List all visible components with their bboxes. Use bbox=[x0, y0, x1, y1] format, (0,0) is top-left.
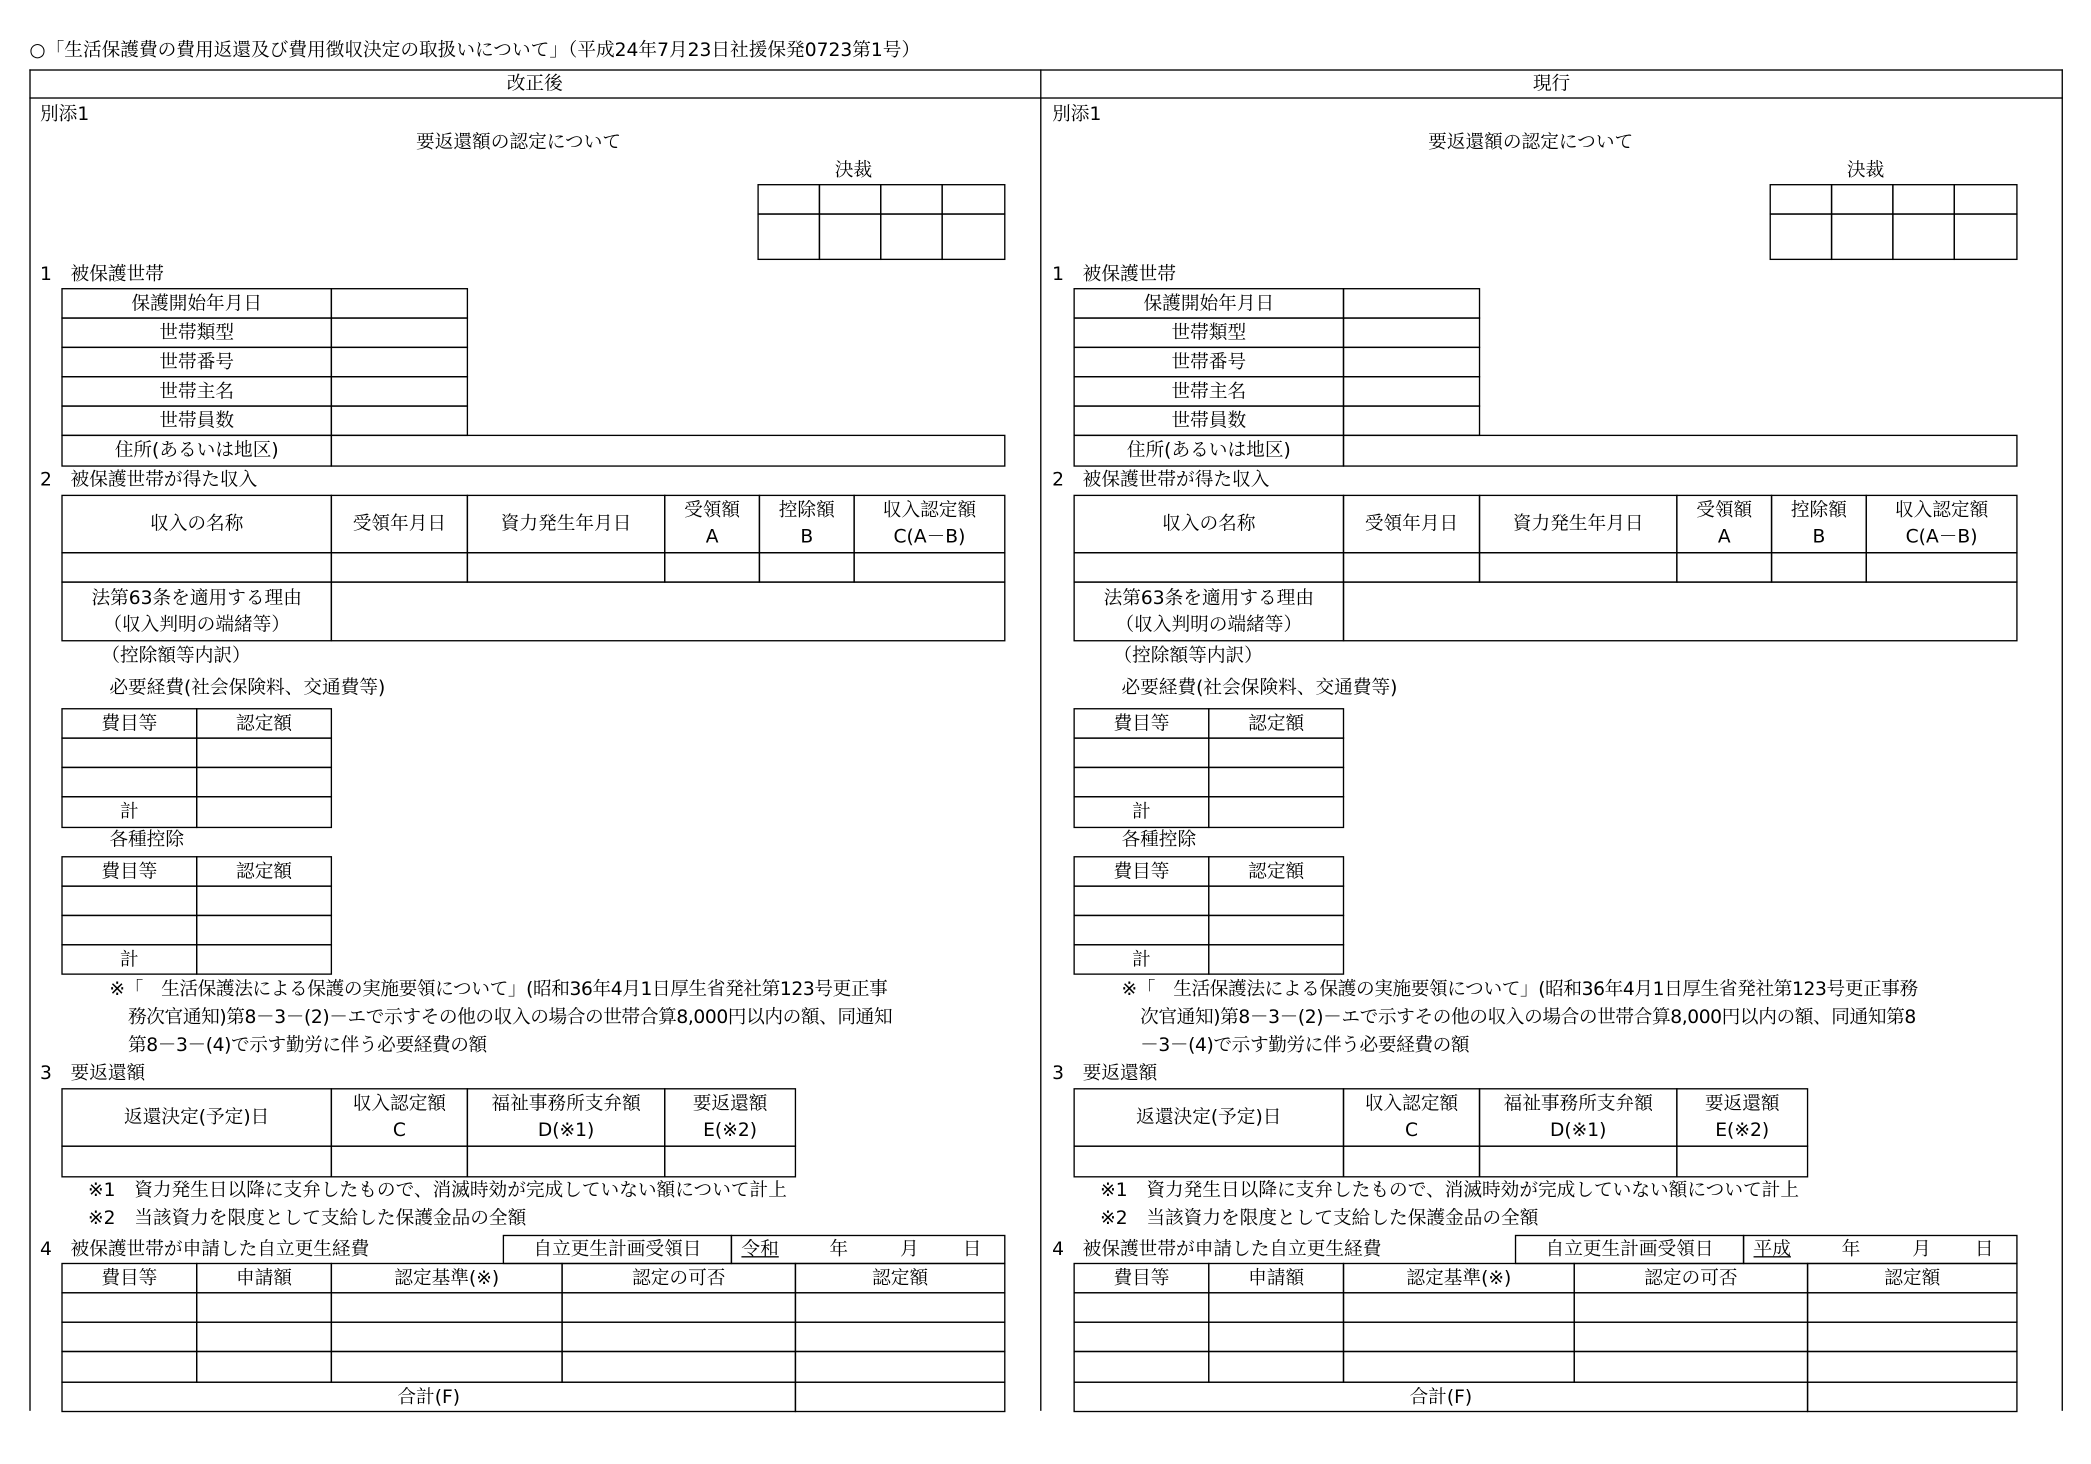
deductions-table-header-item: 費目等 bbox=[61, 856, 197, 887]
expense-table-cell[interactable] bbox=[1208, 1292, 1344, 1323]
expense-total-label: 合計(F) bbox=[61, 1382, 796, 1413]
repayment-note: ※1 資力発生日以降に支弁したもので、消滅時効が完成していない額について計上 bbox=[1100, 1180, 1799, 1202]
repayment-table-header: 要返還額 E(※2) bbox=[1676, 1088, 1808, 1147]
section-4-heading: 4 被保護世帯が申請した自立更生経費 bbox=[1052, 1238, 1382, 1261]
income-table-cell[interactable] bbox=[853, 552, 1005, 583]
expense-table-cell[interactable] bbox=[331, 1292, 563, 1323]
deductions-table-amount-cell[interactable] bbox=[196, 944, 332, 975]
article-63-reason-value[interactable] bbox=[1343, 581, 2018, 641]
income-table-header: 資力発生年月日 bbox=[467, 495, 666, 554]
frame-right-border bbox=[2062, 69, 2063, 1411]
income-table-header: 収入の名称 bbox=[1073, 495, 1344, 554]
income-table-header: 収入の名称 bbox=[61, 495, 332, 554]
expense-table-cell[interactable] bbox=[196, 1321, 332, 1352]
expense-total-value[interactable] bbox=[1807, 1382, 2018, 1413]
expense-table-cell[interactable] bbox=[795, 1321, 1006, 1352]
deductions-table-header-item: 費目等 bbox=[1073, 856, 1209, 887]
expense-table-header: 申請額 bbox=[196, 1263, 332, 1294]
income-table-header: 受領年月日 bbox=[1343, 495, 1480, 554]
repayment-table-cell[interactable] bbox=[467, 1145, 666, 1177]
expense-table-cell[interactable] bbox=[196, 1351, 332, 1383]
approval-stamp-cell[interactable] bbox=[1770, 213, 1833, 260]
column-header-current: 現行 bbox=[1532, 73, 1571, 95]
expenses-table-amount-cell[interactable] bbox=[1208, 796, 1344, 828]
income-table-header: 控除額 B bbox=[759, 495, 855, 554]
article-63-reason-label: 法第63条を適用する理由 （収入判明の端緒等） bbox=[1073, 581, 1344, 641]
deductions-table-item-cell: 計 bbox=[61, 944, 197, 975]
expense-table-header: 認定の可否 bbox=[561, 1263, 796, 1294]
expense-table-cell[interactable] bbox=[1208, 1321, 1344, 1352]
expense-table-header: 費目等 bbox=[1073, 1263, 1209, 1294]
repayment-table-cell[interactable] bbox=[664, 1145, 796, 1177]
approval-label: 決裁 bbox=[1846, 160, 1885, 182]
era-label: 平成 bbox=[1753, 1238, 1791, 1261]
expenses-table-amount-cell[interactable] bbox=[1208, 767, 1344, 798]
expenses-table-header-amount: 認定額 bbox=[1208, 708, 1344, 739]
expense-total-value[interactable] bbox=[795, 1382, 1006, 1413]
note-line: ※「 生活保護法による保護の実施要領について」(昭和36年4月1日厚生省発社第123号更正事 bbox=[109, 978, 888, 1001]
expense-table-cell[interactable] bbox=[1343, 1351, 1575, 1383]
expenses-table-header-amount: 認定額 bbox=[196, 708, 332, 739]
repayment-table-header: 福祉事務所支弁額 D(※1) bbox=[467, 1088, 666, 1147]
expense-table-cell[interactable] bbox=[331, 1321, 563, 1352]
expenses-table-header-item: 費目等 bbox=[61, 708, 197, 739]
expense-table-header: 認定の可否 bbox=[1574, 1263, 1809, 1294]
approval-stamp-cell[interactable] bbox=[880, 213, 943, 260]
form-title: 要返還額の認定について bbox=[416, 132, 622, 154]
approval-stamp-cell[interactable] bbox=[1831, 213, 1894, 260]
expense-table-cell[interactable] bbox=[561, 1351, 796, 1383]
note-line: 次官通知)第8－3－(2)－エで示すその他の収入の場合の世帯合算8,000円以内の額、同通知第8 bbox=[1140, 1006, 1916, 1029]
household-field-label: 保護開始年月日 bbox=[1073, 288, 1344, 319]
expense-table-cell[interactable] bbox=[1073, 1351, 1209, 1383]
deductions-table-header-amount: 認定額 bbox=[196, 856, 332, 887]
section-3-heading: 3 要返還額 bbox=[40, 1062, 146, 1085]
income-table-cell[interactable] bbox=[1676, 552, 1772, 583]
deductions-table-item-cell[interactable] bbox=[61, 885, 197, 916]
income-table-header: 控除額 B bbox=[1771, 495, 1867, 554]
approval-stamp-cell[interactable] bbox=[819, 213, 882, 260]
section-1-heading: 1 被保護世帯 bbox=[1052, 264, 1177, 286]
deductions-table-item-cell: 計 bbox=[1073, 944, 1209, 975]
household-field-value[interactable] bbox=[1343, 288, 1480, 319]
approval-stamp-cell[interactable] bbox=[1954, 213, 2018, 260]
note-line: 第8－3－(4)で示す勤労に伴う必要経費の額 bbox=[128, 1034, 487, 1057]
deductions-table-header-amount: 認定額 bbox=[1208, 856, 1344, 887]
expense-table-cell[interactable] bbox=[1574, 1321, 1809, 1352]
household-field-value[interactable] bbox=[1343, 405, 1480, 436]
approval-stamp-cell[interactable] bbox=[757, 213, 820, 260]
expense-table-header: 申請額 bbox=[1208, 1263, 1344, 1294]
household-field-label: 世帯類型 bbox=[1073, 317, 1344, 348]
expense-total-label: 合計(F) bbox=[1073, 1382, 1808, 1413]
expenses-table-amount-cell[interactable] bbox=[196, 737, 332, 768]
repayment-table-header: 収入認定額 C bbox=[331, 1088, 468, 1147]
income-table-cell[interactable] bbox=[331, 552, 468, 583]
household-field-value[interactable] bbox=[1343, 347, 1480, 378]
expenses-table-amount-cell[interactable] bbox=[196, 767, 332, 798]
approval-stamp-cell[interactable] bbox=[1892, 213, 1955, 260]
expenses-table-item-cell: 計 bbox=[1073, 796, 1209, 828]
income-table-header: 収入認定額 C(A－B) bbox=[1866, 495, 2018, 554]
approval-stamp-cell[interactable] bbox=[1892, 184, 1955, 215]
expense-table-cell[interactable] bbox=[795, 1351, 1006, 1383]
expense-table-cell[interactable] bbox=[61, 1292, 197, 1323]
repayment-table-cell[interactable] bbox=[331, 1145, 468, 1177]
article-63-reason-label: 法第63条を適用する理由 （収入判明の端緒等） bbox=[61, 581, 332, 641]
address-label: 住所(あるいは地区) bbox=[1073, 435, 1344, 467]
repayment-table-header: 福祉事務所支弁額 D(※1) bbox=[1479, 1088, 1678, 1147]
note-line: ※「 生活保護法による保護の実施要領について」(昭和36年4月1日厚生省発社第123号更正事務 bbox=[1121, 978, 1918, 1001]
income-table-cell[interactable] bbox=[1073, 552, 1344, 583]
deductions-table-amount-cell[interactable] bbox=[1208, 944, 1344, 975]
income-table-cell[interactable] bbox=[1866, 552, 2018, 583]
form-title: 要返還額の認定について bbox=[1428, 132, 1634, 154]
income-table-cell[interactable] bbox=[1771, 552, 1867, 583]
address-value[interactable] bbox=[331, 435, 1006, 467]
expense-table-cell[interactable] bbox=[1343, 1292, 1575, 1323]
deductions-table-item-cell[interactable] bbox=[1073, 885, 1209, 916]
household-field-label: 世帯類型 bbox=[61, 317, 332, 348]
expenses-table-item-cell[interactable] bbox=[61, 767, 197, 798]
month-label: 月 bbox=[1912, 1238, 1931, 1261]
income-table-cell[interactable] bbox=[759, 552, 855, 583]
household-field-label: 世帯主名 bbox=[61, 376, 332, 407]
address-label: 住所(あるいは地区) bbox=[61, 435, 332, 467]
expense-table-cell[interactable] bbox=[1574, 1351, 1809, 1383]
repayment-table-cell[interactable] bbox=[1676, 1145, 1808, 1177]
income-table-cell[interactable] bbox=[1343, 552, 1480, 583]
repayment-table-cell[interactable] bbox=[1479, 1145, 1678, 1177]
section-1-heading: 1 被保護世帯 bbox=[40, 264, 164, 286]
approval-label: 決裁 bbox=[834, 160, 873, 182]
approval-stamp-cell[interactable] bbox=[941, 213, 1005, 260]
household-field-value[interactable] bbox=[1343, 317, 1480, 348]
deduction-breakdown-label: （控除額等内訳） bbox=[1113, 645, 1263, 667]
expenses-table-amount-cell[interactable] bbox=[196, 796, 332, 828]
household-field-label: 世帯番号 bbox=[1073, 347, 1344, 378]
deductions-table-item-cell[interactable] bbox=[1073, 915, 1209, 946]
expenses-table-amount-cell[interactable] bbox=[1208, 737, 1344, 768]
repayment-table-header: 要返還額 E(※2) bbox=[664, 1088, 796, 1147]
income-table-header: 収入認定額 C(A－B) bbox=[853, 495, 1005, 554]
household-field-label: 世帯番号 bbox=[61, 347, 332, 378]
income-table-cell[interactable] bbox=[61, 552, 332, 583]
household-field-label: 世帯員数 bbox=[61, 405, 332, 436]
approval-stamp-cell[interactable] bbox=[757, 184, 820, 215]
section-4-heading: 4 被保護世帯が申請した自立更生経費 bbox=[40, 1238, 370, 1261]
expense-table-cell[interactable] bbox=[795, 1292, 1006, 1323]
household-field-label: 保護開始年月日 bbox=[61, 288, 332, 319]
deductions-table-amount-cell[interactable] bbox=[1208, 915, 1344, 946]
day-label: 日 bbox=[1974, 1238, 1994, 1261]
section-2-heading: 2 被保護世帯が得た収入 bbox=[1052, 469, 1270, 491]
section-2-heading: 2 被保護世帯が得た収入 bbox=[40, 469, 258, 491]
column-divider bbox=[1040, 69, 1041, 1411]
repayment-table-cell[interactable] bbox=[61, 1145, 332, 1177]
deductions-table-amount-cell[interactable] bbox=[196, 915, 332, 946]
income-table-cell[interactable] bbox=[467, 552, 666, 583]
expense-table-cell[interactable] bbox=[61, 1351, 197, 1383]
section-3-heading: 3 要返還額 bbox=[1052, 1062, 1158, 1085]
approval-stamp-cell[interactable] bbox=[819, 184, 882, 215]
household-field-label: 世帯主名 bbox=[1073, 376, 1344, 407]
day-label: 日 bbox=[962, 1238, 982, 1261]
article-63-reason-value[interactable] bbox=[331, 581, 1006, 641]
household-field-value[interactable] bbox=[331, 347, 468, 378]
approval-stamp-cell[interactable] bbox=[1954, 184, 2018, 215]
income-table-header: 受領年月日 bbox=[331, 495, 468, 554]
income-table-header: 受領額 A bbox=[1676, 495, 1772, 554]
year-label: 年 bbox=[829, 1238, 849, 1261]
frame-left-border bbox=[29, 69, 30, 1411]
expense-table-cell[interactable] bbox=[1208, 1351, 1344, 1383]
expenses-table-item-cell: 計 bbox=[61, 796, 197, 828]
approval-stamp-cell[interactable] bbox=[1770, 184, 1833, 215]
income-table-header: 資力発生年月日 bbox=[1479, 495, 1678, 554]
repayment-note: ※1 資力発生日以降に支弁したもので、消滅時効が完成していない額について計上 bbox=[88, 1180, 787, 1202]
expense-table-header: 認定額 bbox=[795, 1263, 1006, 1294]
expense-table-cell[interactable] bbox=[1807, 1321, 2018, 1352]
expense-table-cell[interactable] bbox=[561, 1292, 796, 1323]
repayment-table-cell[interactable] bbox=[1073, 1145, 1344, 1177]
income-table-header: 受領額 A bbox=[664, 495, 760, 554]
address-value[interactable] bbox=[1343, 435, 2018, 467]
expenses-table-item-cell[interactable] bbox=[1073, 767, 1209, 798]
expense-table-cell[interactable] bbox=[561, 1321, 796, 1352]
approval-stamp-cell[interactable] bbox=[880, 184, 943, 215]
necessary-expenses-label: 必要経費(社会保険料、交通費等) bbox=[1121, 677, 1398, 699]
expense-table-cell[interactable] bbox=[1574, 1292, 1809, 1323]
expense-table-cell[interactable] bbox=[1343, 1321, 1575, 1352]
note-line: －3－(4)で示す勤労に伴う必要経費の額 bbox=[1140, 1034, 1470, 1057]
attachment-label: 別添1 bbox=[1052, 104, 1102, 126]
attachment-label: 別添1 bbox=[40, 104, 90, 126]
repayment-note: ※2 当該資力を限度として支給した保護金品の全額 bbox=[88, 1208, 527, 1230]
deductions-table-item-cell[interactable] bbox=[61, 915, 197, 946]
expense-table-header: 認定基準(※) bbox=[331, 1263, 563, 1294]
repayment-table-header: 返還決定(予定)日 bbox=[61, 1088, 332, 1147]
repayment-table-header: 収入認定額 C bbox=[1343, 1088, 1480, 1147]
household-field-value[interactable] bbox=[1343, 376, 1480, 407]
repayment-table-cell[interactable] bbox=[1343, 1145, 1480, 1177]
header-row-border bbox=[29, 97, 2063, 98]
household-field-value[interactable] bbox=[331, 317, 468, 348]
household-field-value[interactable] bbox=[331, 376, 468, 407]
year-label: 年 bbox=[1841, 1238, 1861, 1261]
expense-table-cell[interactable] bbox=[61, 1321, 197, 1352]
plan-receipt-date-label: 自立更生計画受領日 bbox=[1515, 1235, 1744, 1264]
frame-top-border bbox=[29, 69, 2063, 70]
month-label: 月 bbox=[900, 1238, 919, 1261]
note-line: 務次官通知)第8－3－(2)－エで示すその他の収入の場合の世帯合算8,000円以内の額、同通知 bbox=[128, 1006, 893, 1029]
expense-table-cell[interactable] bbox=[1807, 1351, 2018, 1383]
expense-table-header: 費目等 bbox=[61, 1263, 197, 1294]
necessary-expenses-label: 必要経費(社会保険料、交通費等) bbox=[109, 677, 386, 699]
income-table-cell[interactable] bbox=[664, 552, 760, 583]
household-field-value[interactable] bbox=[331, 288, 468, 319]
expense-table-cell[interactable] bbox=[331, 1351, 563, 1383]
expense-table-cell[interactable] bbox=[196, 1292, 332, 1323]
expenses-table-item-cell[interactable] bbox=[61, 737, 197, 768]
various-deductions-label: 各種控除 bbox=[109, 829, 185, 851]
era-label: 令和 bbox=[741, 1238, 779, 1261]
expense-table-header: 認定基準(※) bbox=[1343, 1263, 1575, 1294]
expense-table-cell[interactable] bbox=[1073, 1321, 1209, 1352]
plan-receipt-date-label: 自立更生計画受領日 bbox=[503, 1235, 732, 1264]
expense-table-cell[interactable] bbox=[1073, 1292, 1209, 1323]
approval-stamp-cell[interactable] bbox=[1831, 184, 1894, 215]
expenses-table-header-item: 費目等 bbox=[1073, 708, 1209, 739]
repayment-note: ※2 当該資力を限度として支給した保護金品の全額 bbox=[1100, 1208, 1539, 1230]
household-field-value[interactable] bbox=[331, 405, 468, 436]
deductions-table-amount-cell[interactable] bbox=[196, 885, 332, 916]
repayment-table-header: 返還決定(予定)日 bbox=[1073, 1088, 1344, 1147]
expenses-table-item-cell[interactable] bbox=[1073, 737, 1209, 768]
income-table-cell[interactable] bbox=[1479, 552, 1678, 583]
expense-table-header: 認定額 bbox=[1807, 1263, 2018, 1294]
deduction-breakdown-label: （控除額等内訳） bbox=[101, 645, 251, 667]
approval-stamp-cell[interactable] bbox=[941, 184, 1005, 215]
page-title: ○「生活保護費の費用返還及び費用徴収決定の取扱いについて」（平成24年7月23日社援保発0723第1号） bbox=[29, 40, 921, 62]
expense-table-cell[interactable] bbox=[1807, 1292, 2018, 1323]
household-field-label: 世帯員数 bbox=[1073, 405, 1344, 436]
various-deductions-label: 各種控除 bbox=[1121, 829, 1197, 851]
deductions-table-amount-cell[interactable] bbox=[1208, 885, 1344, 916]
column-header-revised: 改正後 bbox=[506, 73, 563, 95]
